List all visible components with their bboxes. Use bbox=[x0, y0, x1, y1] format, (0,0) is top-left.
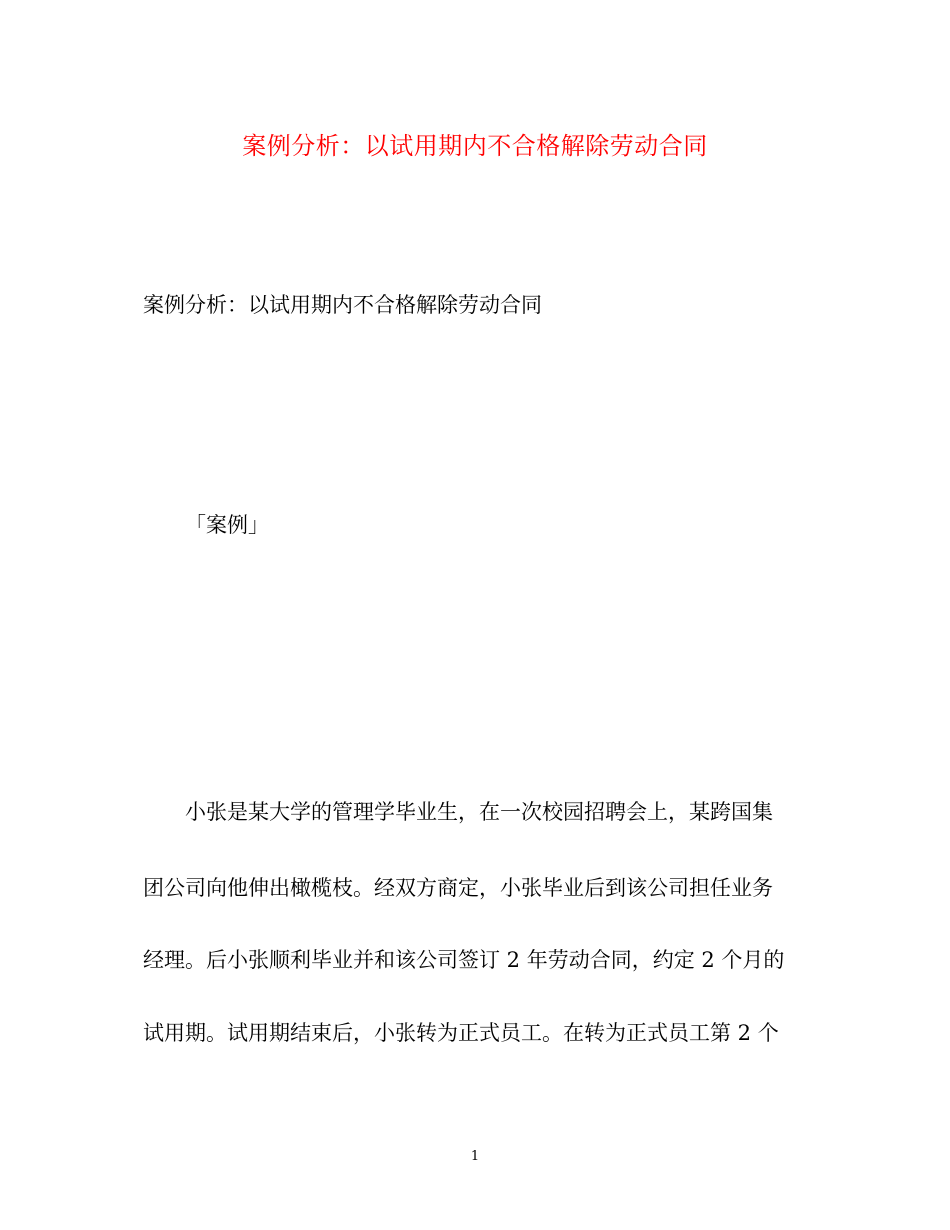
page-number: 1 bbox=[470, 1149, 480, 1164]
body-paragraph-line: 小张是某大学的管理学毕业生，在一次校园招聘会上，某跨国集 bbox=[185, 800, 773, 824]
body-paragraph-line: 团公司向他伸出橄榄枝。经双方商定，小张毕业后到该公司担任业务 bbox=[143, 876, 773, 900]
body-paragraph-line: 试用期。试用期结束后，小张转为正式员工。在转为正式员工第 2 个 bbox=[143, 1021, 779, 1045]
document-subtitle: 案例分析：以试用期内不合格解除劳动合同 bbox=[143, 293, 542, 317]
body-paragraph-line: 经理。后小张顺利毕业并和该公司签订 2 年劳动合同，约定 2 个月的 bbox=[143, 948, 785, 972]
document-title: 案例分析：以试用期内不合格解除劳动合同 bbox=[242, 132, 708, 160]
section-label-case: 「案例」 bbox=[185, 513, 269, 537]
